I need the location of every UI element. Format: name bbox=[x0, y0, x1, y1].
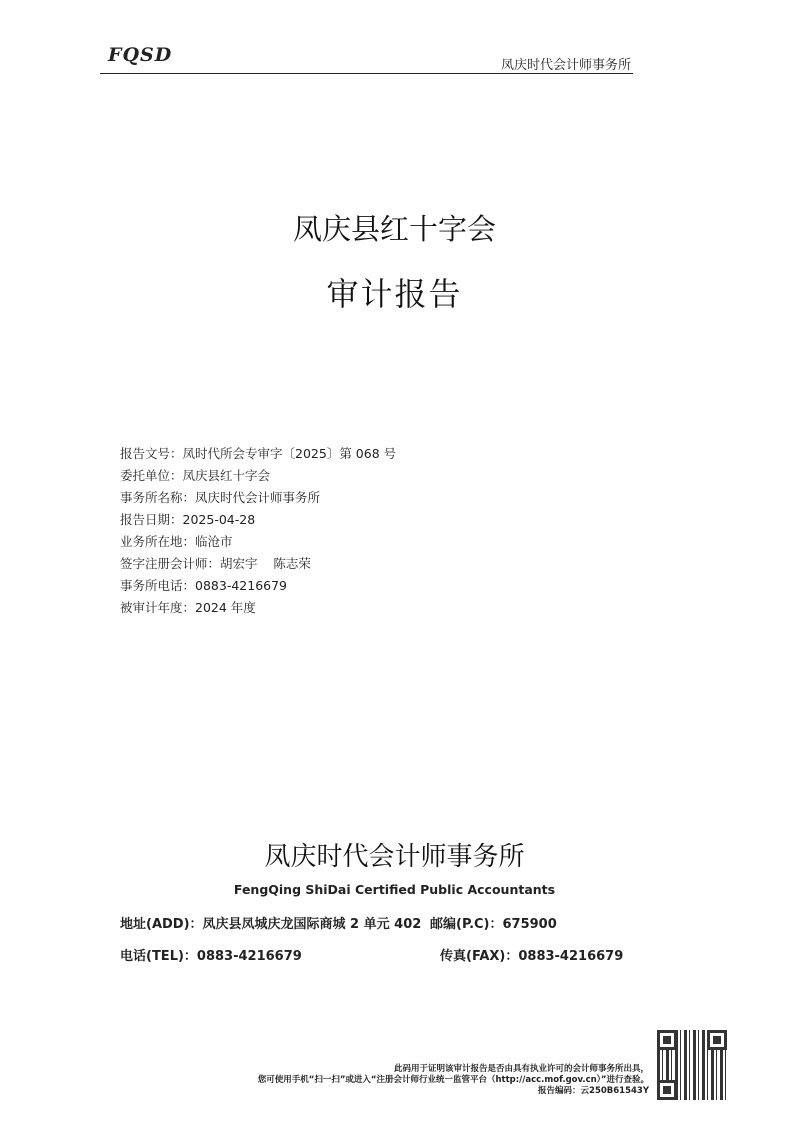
info-label: 事务所电话： bbox=[120, 578, 196, 593]
header-divider bbox=[100, 73, 633, 74]
info-row-signing-cpa bbox=[120, 553, 396, 575]
report-title: 审计报告 bbox=[326, 275, 463, 313]
info-value: 临沧市 bbox=[195, 534, 233, 549]
info-value: 0883-4216679 bbox=[195, 578, 288, 593]
info-label: 委托单位： bbox=[120, 468, 183, 483]
info-label: 报告文号： bbox=[120, 446, 183, 461]
qr-code-icon[interactable] bbox=[657, 1030, 727, 1100]
info-value: 2024 年度 bbox=[195, 600, 256, 615]
info-row-audit-year bbox=[120, 597, 396, 619]
report-info-block bbox=[120, 443, 396, 619]
report-code: 报告编码：云250B61543Y bbox=[538, 1086, 649, 1096]
footer-firm-name-en: FengQing ShiDai Certified Public Accountants bbox=[233, 882, 556, 897]
info-label: 报告日期： bbox=[120, 512, 183, 527]
footer-fax: 传真(FAX)：0883-4216679 bbox=[440, 949, 624, 964]
info-row-firm-name bbox=[120, 487, 396, 509]
info-row-report-date bbox=[120, 509, 396, 531]
info-row-report-number bbox=[120, 443, 396, 465]
info-label: 被审计年度： bbox=[120, 600, 196, 615]
firm-logo: FQSD bbox=[108, 44, 173, 66]
info-label: 事务所名称： bbox=[120, 490, 196, 505]
info-value: 胡宏宇 陈志荣 bbox=[220, 556, 311, 571]
footer-postcode: 邮编(P.C)：675900 bbox=[430, 917, 557, 932]
info-value: 凤时代所会专审字〔2025〕第 068 号 bbox=[182, 446, 397, 461]
info-value: 凤庆县红十字会 bbox=[182, 468, 271, 483]
qr-finder-icon bbox=[707, 1030, 727, 1050]
header-firm-name: 凤庆时代会计师事务所 bbox=[500, 58, 631, 73]
verification-notice bbox=[258, 1064, 649, 1097]
info-value: 2025-04-28 bbox=[182, 512, 256, 527]
footer-firm-name: 凤庆时代会计师事务所 bbox=[264, 842, 525, 872]
info-value: 凤庆时代会计师事务所 bbox=[195, 490, 321, 505]
info-label: 签字注册会计师： bbox=[120, 556, 221, 571]
notice-line: 您可使用手机“扫一扫”或进入“注册会计师行业统一监管平台（http://acc.mof.gov.cn）”进行查验。 bbox=[257, 1075, 649, 1085]
notice-line: 此码用于证明该审计报告是否由具有执业许可的会计师事务所出具， bbox=[393, 1064, 649, 1074]
footer-address: 地址(ADD)：凤庆县凤城庆龙国际商城 2 单元 402 bbox=[120, 917, 422, 932]
organization-title: 凤庆县红十字会 bbox=[292, 212, 496, 246]
info-row-firm-phone bbox=[120, 575, 396, 597]
info-row-client bbox=[120, 465, 396, 487]
info-label: 业务所在地： bbox=[120, 534, 196, 549]
info-row-location bbox=[120, 531, 396, 553]
footer-phone: 电话(TEL)：0883-4216679 bbox=[120, 949, 302, 964]
